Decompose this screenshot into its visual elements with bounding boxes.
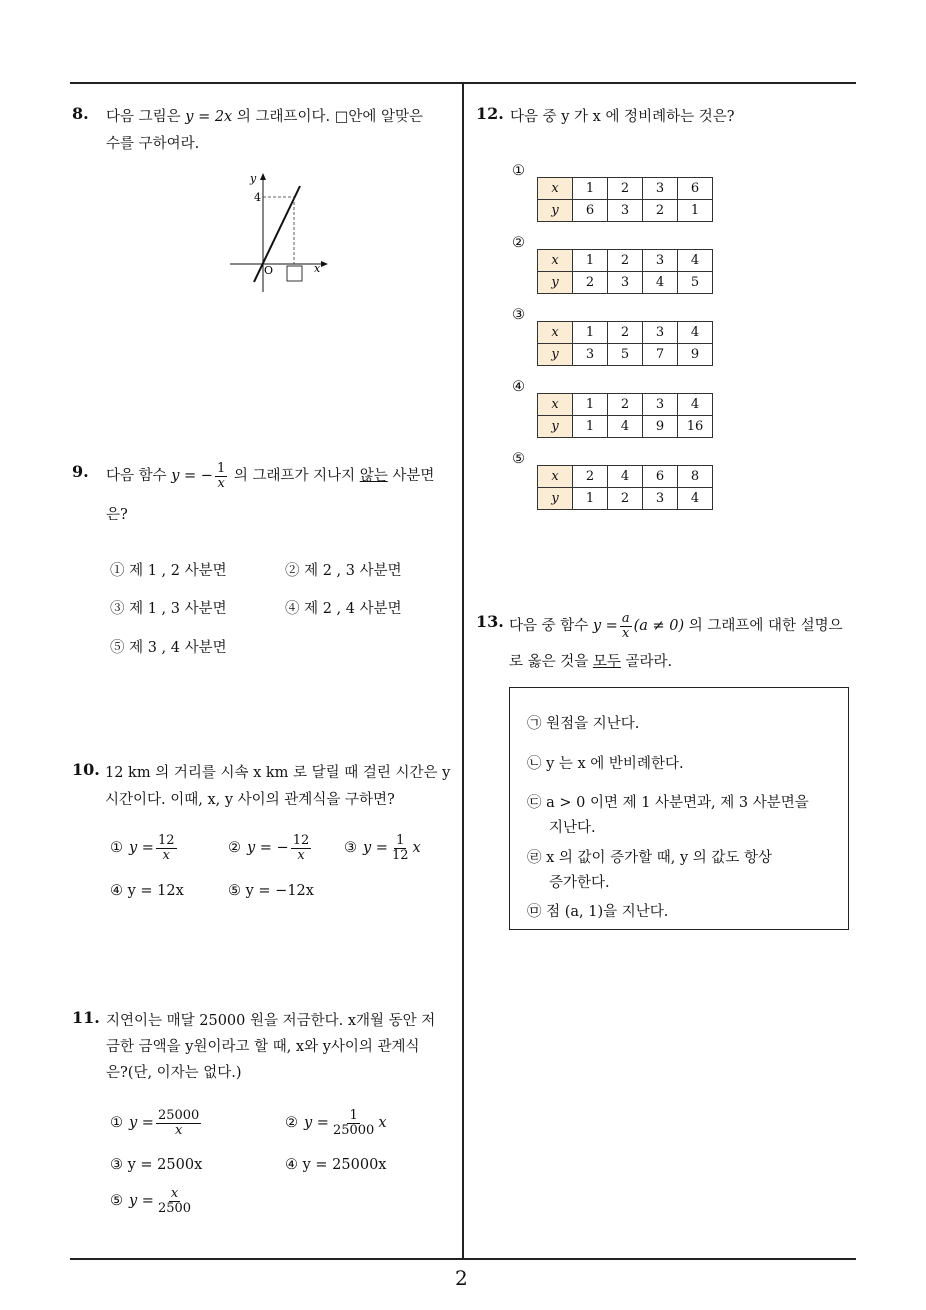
table-cell: 5	[608, 344, 643, 366]
table-cell: 2	[573, 272, 608, 294]
table-cell: 3	[608, 272, 643, 294]
table-header-x: x	[538, 466, 573, 488]
q13-item-b: ㉡ y 는 x 에 반비례한다.	[527, 756, 684, 772]
table-cell: 3	[573, 344, 608, 366]
q11-option-1[interactable]: ① y = $\frac{25000}{x}$	[110, 1108, 200, 1138]
table-cell: 2	[608, 394, 643, 416]
table-cell: 1	[573, 322, 608, 344]
q10-number: 10.	[72, 760, 100, 779]
q11-line2: 금한 금액을 y원이라고 할 때, x와 y사이의 관계식	[106, 1039, 420, 1055]
q12-option-2-table	[537, 249, 713, 294]
table-cell: 2	[643, 200, 678, 222]
q12-option-5-label[interactable]: ⑤	[512, 451, 525, 467]
q11-option-2[interactable]: ② y = $\frac{1}{25000}$ x	[285, 1108, 387, 1138]
table-row	[538, 200, 713, 222]
table-cell: 2	[608, 322, 643, 344]
q9-option-1[interactable]: ① 제 1 , 2 사분면	[110, 563, 227, 579]
q12-option-1-table	[537, 177, 713, 222]
table-row	[538, 344, 713, 366]
table-header-y: y	[538, 416, 573, 438]
table-header-x: x	[538, 394, 573, 416]
table-cell: 4	[643, 272, 678, 294]
table-cell: 4	[678, 394, 713, 416]
table-row	[538, 250, 713, 272]
table-row	[538, 466, 713, 488]
q11-option-3[interactable]: ③ y = 2500x	[110, 1157, 203, 1173]
q10-option-3[interactable]: ③ y = $\frac{1}{12}$ x	[344, 833, 421, 863]
y-axis-arrow-icon	[260, 173, 266, 180]
table-cell: 4	[608, 466, 643, 488]
table-cell: 1	[573, 250, 608, 272]
q9-fraction: $\frac{1}{x}$	[216, 461, 226, 491]
table-cell: 16	[678, 416, 713, 438]
table-row	[538, 322, 713, 344]
q12-option-5-table	[537, 465, 713, 510]
q13-item-a: ㉠ 원점을 지난다.	[527, 716, 640, 732]
q9-line1: 다음 함수 y = − $\frac{1}{x}$ 의 그래프가 지나지 않는 사분면	[106, 461, 435, 491]
q8-line1: 다음 그림은 y = 2x 의 그래프이다. □안에 알맞은	[106, 109, 424, 125]
table-row	[538, 178, 713, 200]
q10-option-5[interactable]: ⑤ y = −12x	[228, 883, 314, 899]
q9-option-4[interactable]: ④ 제 2 , 4 사분면	[285, 601, 402, 617]
table-cell: 4	[678, 488, 713, 510]
table-row	[538, 416, 713, 438]
q13-item-d-cont: 증가한다.	[549, 875, 610, 891]
q12-option-4-table	[537, 393, 713, 438]
q12-text: 다음 중 y 가 x 에 정비례하는 것은?	[510, 109, 735, 125]
q11-option-4[interactable]: ④ y = 25000x	[285, 1157, 387, 1173]
q12-option-4-label[interactable]: ④	[512, 379, 525, 395]
table-cell: 2	[573, 466, 608, 488]
q10-line1: 12 km 의 거리를 시속 x km 로 달릴 때 걸린 시간은 y	[105, 765, 451, 781]
q8-graph	[228, 168, 338, 296]
q13-item-e: ㉤ 점 (a, 1)을 지난다.	[527, 904, 669, 920]
y-axis-label: y	[250, 172, 257, 185]
q12-option-1-label[interactable]: ①	[512, 163, 525, 179]
q8-number: 8.	[72, 104, 89, 123]
table-cell: 2	[608, 250, 643, 272]
table-cell: 7	[643, 344, 678, 366]
table-cell: 3	[643, 322, 678, 344]
table-header-x: x	[538, 322, 573, 344]
q12-option-2-label[interactable]: ②	[512, 235, 525, 251]
q9-option-5[interactable]: ⑤ 제 3 , 4 사분면	[110, 640, 227, 656]
q9-number: 9.	[72, 462, 89, 481]
table-cell: 6	[678, 178, 713, 200]
q10-option-2[interactable]: ② y = − $\frac{12}{x}$	[228, 833, 310, 863]
q12-number: 12.	[476, 104, 504, 123]
table-cell: 3	[643, 488, 678, 510]
table-cell: 1	[573, 416, 608, 438]
column-divider	[462, 82, 464, 1260]
table-header-y: y	[538, 488, 573, 510]
table-cell: 1	[573, 394, 608, 416]
x-axis-label: x	[314, 262, 321, 275]
table-header-x: x	[538, 178, 573, 200]
table-cell: 4	[608, 416, 643, 438]
q13-item-d: ㉣ x 의 값이 증가할 때, y 의 값도 항상	[527, 850, 773, 866]
q13-line2: 로 옳은 것을 모두 골라라.	[509, 654, 673, 670]
q10-option-4[interactable]: ④ y = 12x	[110, 883, 184, 899]
q9-option-3[interactable]: ③ 제 1 , 3 사분면	[110, 601, 227, 617]
table-cell: 3	[643, 394, 678, 416]
table-cell: 4	[678, 322, 713, 344]
table-row	[538, 488, 713, 510]
q11-option-5[interactable]: ⑤ y = $\frac{x}{2500}$	[110, 1186, 192, 1216]
table-cell: 1	[573, 178, 608, 200]
answer-blank-box	[287, 266, 302, 281]
table-cell: 1	[573, 488, 608, 510]
table-header-y: y	[538, 344, 573, 366]
table-cell: 3	[608, 200, 643, 222]
table-header-y: y	[538, 200, 573, 222]
q11-number: 11.	[72, 1008, 100, 1027]
q13-line1: 다음 중 함수 y = $\frac{a}{x}$ (a ≠ 0) 의 그래프에 대한 설명으	[509, 611, 843, 641]
q11-line3: 은?(단, 이자는 없다.)	[106, 1065, 242, 1081]
table-cell: 8	[678, 466, 713, 488]
y-tick-label: 4	[254, 191, 261, 204]
table-cell: 3	[643, 250, 678, 272]
table-header-x: x	[538, 250, 573, 272]
table-cell: 9	[643, 416, 678, 438]
table-cell: 2	[608, 488, 643, 510]
origin-label: O	[264, 264, 274, 277]
table-row	[538, 394, 713, 416]
table-header-y: y	[538, 272, 573, 294]
q13-item-c: ㉢ a > 0 이면 제 1 사분면과, 제 3 사분면을	[527, 795, 809, 811]
table-cell: 2	[608, 178, 643, 200]
table-row	[538, 272, 713, 294]
table-cell: 5	[678, 272, 713, 294]
table-cell: 6	[643, 466, 678, 488]
q9-option-2[interactable]: ② 제 2 , 3 사분면	[285, 563, 402, 579]
q12-option-3-label[interactable]: ③	[512, 307, 525, 323]
q10-line2: 시간이다. 이때, x, y 사이의 관계식을 구하면?	[105, 792, 395, 808]
q9-line2: 은?	[106, 507, 128, 523]
x-axis-arrow-icon	[321, 261, 328, 267]
table-cell: 1	[678, 200, 713, 222]
q12-option-3-table	[537, 321, 713, 366]
table-cell: 6	[573, 200, 608, 222]
table-cell: 9	[678, 344, 713, 366]
table-cell: 4	[678, 250, 713, 272]
bottom-rule	[70, 1258, 856, 1260]
q11-line1: 지연이는 매달 25000 원을 저금한다. x개월 동안 저	[106, 1013, 436, 1029]
q10-option-1[interactable]: ① y = $\frac{12}{x}$	[110, 833, 175, 863]
q8-line2: 수를 구하여라.	[106, 136, 200, 152]
page-number: 2	[455, 1266, 468, 1290]
table-cell: 3	[643, 178, 678, 200]
q13-number: 13.	[476, 612, 504, 631]
q13-item-c-cont: 지난다.	[549, 820, 596, 836]
